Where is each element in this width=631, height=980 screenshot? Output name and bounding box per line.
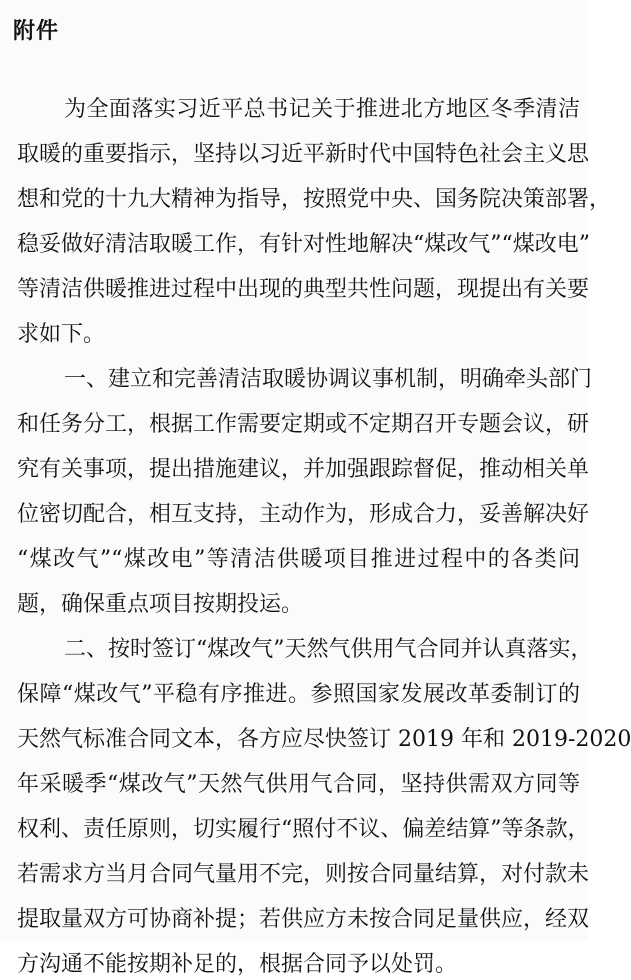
text-line: 保障“煤改气”平稳有序推进。参照国家发展改革委制订的 <box>17 682 580 707</box>
text-line: 想和党的十九大精神为指导，按照党中央、国务院决策部署， <box>17 187 612 212</box>
attachment-label: 附件 <box>13 19 60 44</box>
text-line: 究有关事项，提出措施建议，并加强跟踪督促，推动相关单 <box>17 457 590 482</box>
text-line: 权利、责任原则，切实履行“照付不议、偏差结算”等条款， <box>17 817 590 842</box>
text-line: 一、建立和完善清洁取暖协调议事机制，明确牵头部门 <box>64 367 593 392</box>
text-line: 稳妥做好清洁取暖工作，有针对性地解决“煤改气”“煤改电” <box>17 232 590 257</box>
text-line: 若需求方当月合同气量用不完，则按合同量结算，对付款未 <box>17 862 590 887</box>
text-line: 天然气标准合同文本，各方应尽快签订 2019 年和 2019-2020 <box>17 727 631 752</box>
text-line: 位密切配合，相互支持，主动作为，形成合力，妥善解决好 <box>17 502 590 527</box>
text-line: 题，确保重点项目按期投运。 <box>17 592 304 617</box>
text-line: 和任务分工，根据工作需要定期或不定期召开专题会议，研 <box>17 412 590 437</box>
text-line: 二、按时签订“煤改气”天然气供用气合同并认真落实， <box>64 637 593 662</box>
text-line: “煤改气”“煤改电”等清洁供暖项目推进过程中的各类问 <box>17 547 580 572</box>
text-line: 为全面落实习近平总书记关于推进北方地区冬季清洁 <box>64 97 580 122</box>
text-line: 取暖的重要指示，坚持以习近平新时代中国特色社会主义思 <box>17 142 590 167</box>
text-line: 年采暖季“煤改气”天然气供用气合同，坚持供需双方同等 <box>17 772 580 797</box>
text-line: 等清洁供暖推进过程中出现的典型共性问题，现提出有关要 <box>17 277 590 302</box>
text-line: 提取量双方可协商补提；若供应方未按合同足量供应，经双 <box>17 907 590 932</box>
text-line: 求如下。 <box>17 322 106 347</box>
text-line: 方沟通不能按期补足的，根据合同予以处罚。 <box>17 952 458 977</box>
